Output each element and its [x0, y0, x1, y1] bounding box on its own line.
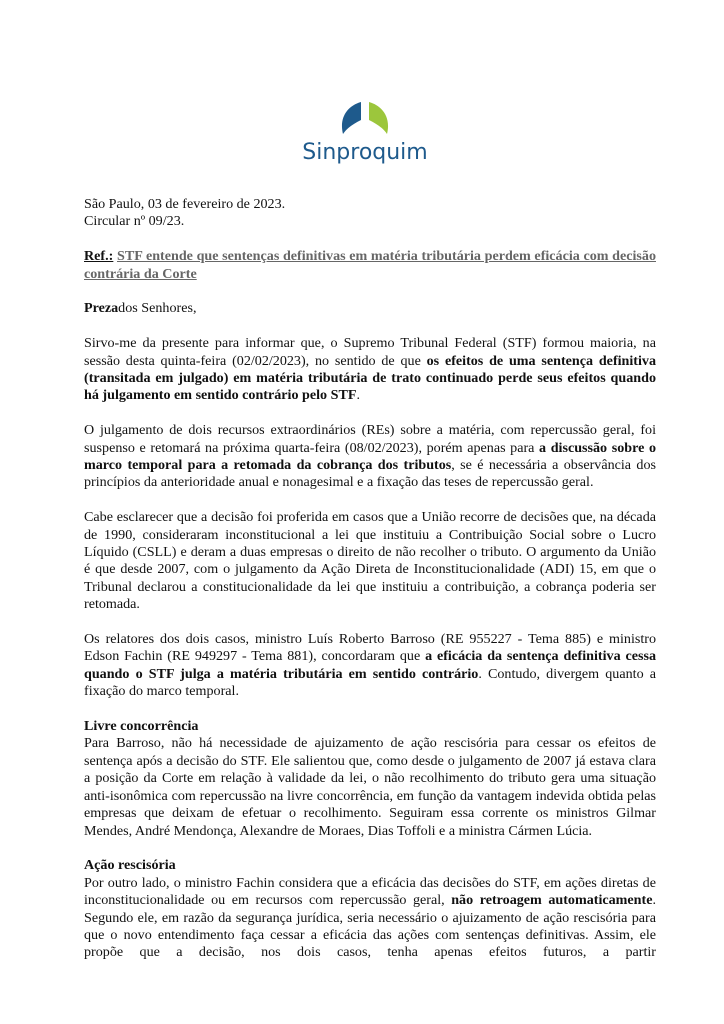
logo-wordmark: Sinproquim [302, 140, 428, 165]
greeting [84, 300, 656, 317]
paragraph-3: Cabe esclarecer que a decisão foi proferida em casos que a União recorre de decisões que, na década de 1990, consideraram inconstitucional a lei que instituiu a Contribuição Social sobre o Lucro Líquido (CSLL) e deram a duas empresas o direito de não recolher o tributo. O argumento da União é que desde 2007, com o julgamento da Ação Direta de Inconstitucionalidade (ADI) 15, em que o Tribunal declarou a constitucionalidade da lei que instituiu a contribuição, a cobrança poderia ser retomada. [84, 509, 656, 613]
circular-number: Circular nº 09/23. [84, 213, 185, 230]
section-heading-livre-concorrencia: Livre concorrência [84, 718, 199, 735]
greeting-rest: dos Senhores, [118, 300, 197, 317]
date-line: São Paulo, 03 de fevereiro de 2023. [84, 196, 286, 212]
p1-text: Sirvo-me da presente para informar que, o Supremo Tribunal Federal (STF) formou maioria, na sessão desta quinta-feira (02/02/2023), no sentido de que [84, 335, 656, 369]
section-1-text: Para Barroso, não há necessidade de ajuizamento de ação rescisória para cessar os efeitos de sentença após a decisão do STF. Ele salientou que, como desde o julgamento de 2007 já estava clara a posição da Corte em relação à validade da lei, o não recolhimento do tributo gera uma situação anti-isonômica com repercussão na livre concorrência, em função da vantagem indevida obtida pelas empresas que deixam de efetuar o recolhimento. Seguiram essa corrente os ministros Gilmar Mendes, André Mendonça, Alexandre de Moraes, Dias Toffoli e a ministra Cármen Lúcia. [84, 735, 656, 839]
p2-end: , se é necessária a observância dos princípios da anterioridade anual e nonagesimal e a fixação das teses de repercussão geral. [84, 457, 657, 491]
logo-left-leaf [342, 102, 361, 134]
p4-text: Os relatores dos dois casos, ministro Luís Roberto Barroso (RE 955227 - Tema 885) e ministro Edson Fachin (RE 949297 - Tema 881), concordaram que [84, 631, 656, 665]
leaf-logo-icon [337, 100, 393, 140]
p4-end: . Contudo, divergem quanto a fixação do marco temporal. [84, 665, 656, 700]
p2-text: O julgamento de dois recursos extraordinários (REs) sobre a matéria, com repercussão geral, foi suspenso e retomará na próxima quarta-feira (08/02/2023), porém apenas para [84, 422, 656, 456]
section-heading-acao-rescisoria: Ação rescisória [84, 857, 176, 874]
p4-bold: a eficácia da sentença definitiva cessa quando o STF julga a matéria tributária em sentido contrário [84, 648, 656, 682]
sinproquim-logo [300, 100, 430, 170]
reference-label: Ref.: [84, 248, 114, 265]
reference-subject: STF entende que sentenças definitivas em matéria tributária perdem eficácia com decisão contrária da Corte [84, 248, 656, 282]
logo-right-leaf [369, 102, 388, 134]
s2-end: . Segundo ele, em razão da segurança jurídica, seria necessário o ajuizamento de ação rescisória para que o novo entendimento faça cessar a eficácia das ações com sentenças definitivas. Assim, ele propõe que a decisão, nos dois casos, tenha apenas efeitos futuros, a partir [84, 892, 656, 961]
reference-line [84, 248, 656, 283]
p2-bold: a discussão sobre o marco temporal para a retomada da cobrança dos tributos [84, 439, 656, 474]
section-2-text [84, 875, 656, 962]
s2-bold: não retroagem automaticamente [451, 892, 653, 909]
s2-text: Por outro lado, o ministro Fachin considera que a eficácia das decisões do STF, em ações diretas de inconstitucionalidade ou em recursos com repercussão geral, [84, 874, 656, 909]
paragraph-2 [84, 422, 656, 492]
greeting-bold: Preza [84, 300, 119, 317]
letter-body [84, 196, 656, 962]
p1-end: . [356, 387, 360, 404]
paragraph-4 [84, 631, 656, 701]
paragraph-1 [84, 335, 656, 405]
p1-bold: os efeitos de uma sentença definitiva (transitada em julgado) em matéria tributária de trato continuado perde seus efeitos quando há julgamento em sentido contrário pelo STF [84, 352, 657, 404]
